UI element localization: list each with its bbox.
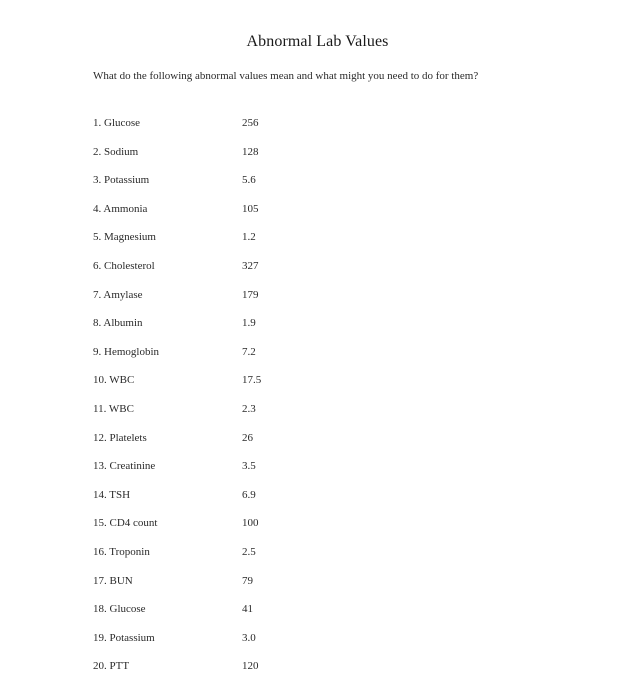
lab-name: 16. Troponin — [93, 545, 150, 558]
question-text: What do the following abnormal values mean and what might you need to do for them? — [93, 70, 479, 82]
lab-value: 1.9 — [242, 317, 256, 330]
lab-name: 12. Platelets — [93, 431, 147, 444]
lab-name: 3. Potassium — [93, 174, 150, 187]
lab-name: 19. Potassium — [93, 631, 155, 644]
lab-value: 105 — [242, 202, 259, 215]
lab-row — [93, 403, 261, 432]
lab-value: 17.5 — [242, 374, 262, 387]
lab-name: 11. WBC — [93, 402, 134, 415]
lab-name: 6. Cholesterol — [93, 259, 155, 272]
lab-row — [93, 117, 261, 146]
lab-value: 128 — [242, 145, 259, 158]
lab-value: 26 — [242, 431, 253, 444]
lab-value: 2.3 — [242, 402, 256, 415]
lab-value: 256 — [242, 117, 259, 129]
lab-row — [93, 146, 261, 175]
lab-row — [93, 517, 261, 546]
lab-name: 9. Hemoglobin — [93, 345, 159, 358]
lab-name: 17. BUN — [93, 574, 133, 587]
lab-value: 3.5 — [242, 460, 256, 473]
lab-value: 7.2 — [242, 345, 256, 358]
lab-row — [93, 231, 261, 260]
lab-row — [93, 317, 261, 346]
lab-row — [93, 203, 261, 232]
lab-name: 14. TSH — [93, 488, 131, 501]
lab-name: 1. Glucose — [93, 117, 141, 129]
lab-value: 327 — [242, 259, 259, 272]
lab-name: 8. Albumin — [93, 317, 143, 330]
page-title: Abnormal Lab Values — [246, 33, 389, 50]
lab-value: 179 — [242, 288, 259, 301]
lab-row — [93, 174, 261, 203]
lab-row — [93, 546, 261, 575]
lab-row — [93, 374, 261, 403]
lab-value: 79 — [242, 574, 253, 587]
lab-value: 3.0 — [242, 631, 256, 644]
lab-value: 41 — [242, 603, 253, 616]
lab-name: 5. Magnesium — [93, 231, 156, 244]
lab-row — [93, 346, 261, 375]
lab-value: 6.9 — [242, 488, 256, 501]
lab-name: 15. CD4 count — [93, 517, 158, 530]
lab-row — [93, 460, 261, 489]
lab-value: 2.5 — [242, 545, 256, 558]
lab-name: 18. Glucose — [93, 603, 146, 616]
lab-name: 20. PTT — [93, 660, 130, 673]
lab-row — [93, 489, 261, 518]
lab-value: 1.2 — [242, 231, 256, 244]
lab-row — [93, 260, 261, 289]
lab-row — [93, 603, 261, 632]
lab-values-list — [93, 117, 261, 689]
lab-row — [93, 660, 261, 689]
lab-name: 13. Creatinine — [93, 460, 156, 473]
lab-name: 2. Sodium — [93, 145, 139, 158]
lab-name: 10. WBC — [93, 374, 135, 387]
lab-row — [93, 575, 261, 604]
lab-row — [93, 289, 261, 318]
lab-value: 5.6 — [242, 174, 256, 187]
lab-row — [93, 432, 261, 461]
lab-name: 4. Ammonia — [93, 202, 148, 215]
lab-value: 120 — [242, 660, 259, 673]
lab-value: 100 — [242, 517, 259, 530]
lab-name: 7. Amylase — [93, 288, 143, 301]
lab-row — [93, 632, 261, 661]
